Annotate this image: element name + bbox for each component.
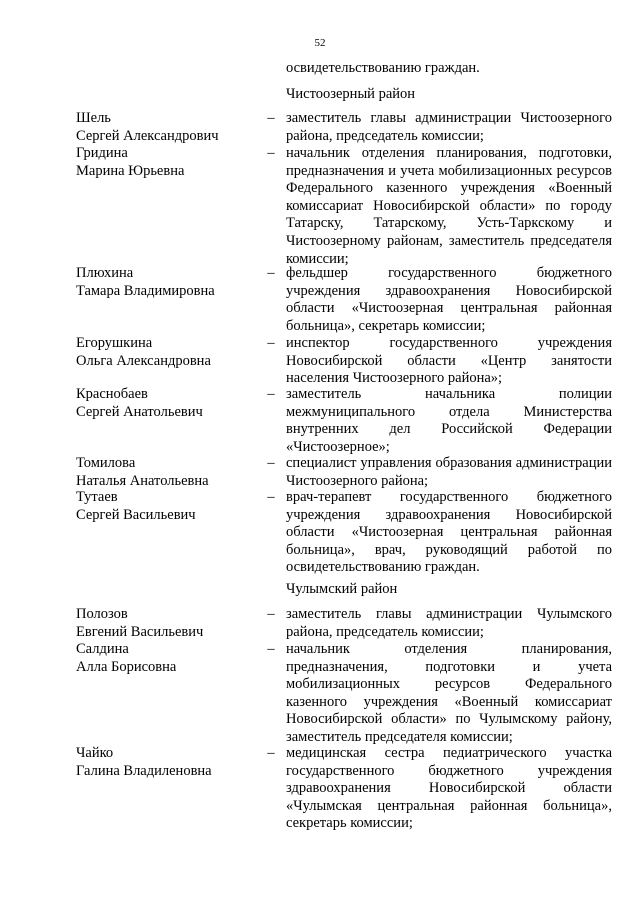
member-surname: Томилова [76,455,136,471]
member-role: заместитель главы администрации Чистоозерного района, председатель комиссии; [286,110,612,144]
dash-separator: – [267,265,275,281]
member-role: специалист управления образования администрации Чистоозерного района; [286,455,612,489]
member-name [76,455,266,490]
member-name [76,110,266,145]
member-given-name: Наталья Анатольевна [76,472,209,489]
dash-separator: – [267,606,275,622]
member-given-name: Ольга Александровна [76,352,211,369]
dash-separator: – [267,386,275,402]
member-role: заместитель главы администрации Чулымского района, председатель комиссии; [286,606,612,640]
continuation-text: освидетельствованию граждан. [286,60,480,76]
member-surname: Шель [76,110,111,126]
member-role: врач-терапевт государственного бюджетного учреждения здравоохранения Новосибирской области «Чистоозерная центральная районная больница», врач, руководящий работой по освидетельствованию граждан. [286,489,612,576]
member-name [76,386,266,421]
member-role: фельдшер государственного бюджетного учреждения здравоохранения Новосибирской области «Чистоозерная центральная районная больница», секретарь комиссии; [286,265,612,334]
member-given-name: Марина Юрьевна [76,162,185,179]
member-given-name: Сергей Васильевич [76,506,196,523]
member-given-name: Алла Борисовна [76,658,177,675]
section-title-chulymsky: Чулымский район [286,581,398,597]
member-name [76,606,266,641]
member-name [76,745,266,780]
member-name [76,641,266,676]
member-role: инспектор государственного учреждения Новосибирской области «Центр занятости населения Чистоозерного района»; [286,335,612,387]
dash-separator: – [267,641,275,657]
member-name [76,145,266,180]
member-surname: Плюхина [76,265,134,281]
member-role: заместитель начальника полиции межмуниципального отдела Министерства внутренних дел Российской Федерации «Чистоозерное»; [286,386,612,455]
member-surname: Егорушкина [76,335,153,351]
member-name [76,489,266,524]
dash-separator: – [267,145,275,161]
dash-separator: – [267,335,275,351]
section-title-chistoozerny: Чистоозерный район [286,86,416,102]
dash-separator: – [267,489,275,505]
member-surname: Чайко [76,745,114,761]
dash-separator: – [267,110,275,126]
member-given-name: Тамара Владимировна [76,282,215,299]
member-surname: Тутаев [76,489,118,505]
member-role: медицинская сестра педиатрического участка государственного бюджетного учреждения здравоохранения Новосибирской области «Чулымская центральная районная больница», секретарь комиссии; [286,745,612,832]
member-surname: Полозов [76,606,128,622]
dash-separator: – [267,745,275,761]
member-given-name: Галина Владиленовна [76,762,212,779]
member-surname: Гридина [76,145,128,161]
page-number: 52 [314,37,326,49]
member-given-name: Сергей Анатольевич [76,403,203,420]
member-given-name: Евгений Васильевич [76,623,204,640]
member-role: начальник отделения планирования, подготовки, предназначения и учета мобилизационных ресурсов Федерального казенного учреждения «Военный комиссариат Новосибирской области» по городу Татарску, Татарскому, Усть-Таркскому и Чистоозерному районам, заместитель председателя комиссии; [286,145,612,267]
member-role: начальник отделения планирования, предназначения, подготовки и учета мобилизационных ресурсов Федерального казенного учреждения «Военный комиссариат Новосибирской области» по Чулымскому району, заместитель председателя комиссии; [286,641,612,745]
member-name [76,265,266,300]
member-name [76,335,266,370]
member-surname: Краснобаев [76,386,148,402]
dash-separator: – [267,455,275,471]
member-surname: Салдина [76,641,129,657]
member-given-name: Сергей Александрович [76,127,219,144]
